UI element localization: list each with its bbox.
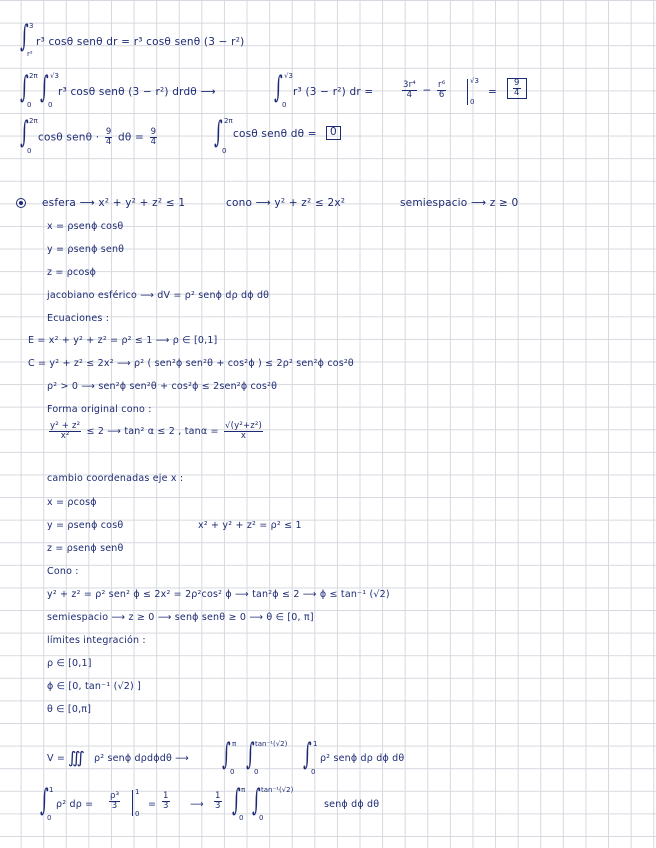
text-line: C = y² + z² ≤ 2x² ⟶ ρ² ( sen²ϕ sen²θ + cos²ϕ ) ≤ 2ρ² sen²ϕ cos²θ — [28, 358, 354, 369]
triple-integral-sign: ∭ — [68, 748, 86, 767]
text-line: Forma original cono : — [47, 404, 152, 415]
text-line: z = ρsenϕ senθ — [47, 543, 124, 554]
upper-limit: 2π — [29, 72, 38, 80]
text-line: ρ ∈ [0,1] — [47, 658, 92, 669]
tan-line: $\frac{\text{y² + z²}}{\text{x²}}$ ≤ 2 ⟶ tan² α ≤ 2 , tanα = $\frac{\text{√(y²+z²)}}{x}$ — [50, 421, 263, 441]
bullet-icon — [16, 198, 26, 208]
integral-sign: ∫ — [252, 783, 261, 818]
text-line: ρ² > 0 ⟶ sen²ϕ sen²θ + cos²ϕ ≤ 2sen²ϕ cos²θ — [47, 381, 278, 392]
equals: = — [488, 86, 497, 98]
upper-limit: tan⁻¹(√2) — [261, 786, 294, 794]
expression: ρ² senϕ dρdϕdθ ⟶ — [94, 753, 189, 764]
upper-limit: π — [232, 740, 237, 748]
text-line: y = ρsenϕ senθ — [47, 244, 125, 255]
expression: r³ cosθ senθ (3 − r²) drdθ ⟶ — [58, 86, 216, 98]
text-line: Cono : — [47, 566, 79, 577]
text-line: cambio coordenadas eje x : — [47, 473, 184, 484]
expression: senϕ dϕ dθ — [324, 799, 380, 810]
text-line: Ecuaciones : — [47, 313, 110, 324]
integral-sign: ∫ — [232, 783, 241, 818]
lower-limit: 0 — [239, 814, 244, 822]
cono-def: cono ⟶ y² + z² ≤ 2x² — [226, 197, 346, 209]
upper-limit: √3 — [50, 72, 59, 80]
text-line: V = — [47, 753, 66, 764]
upper-limit: 3 — [29, 22, 34, 30]
upper-limit: √3 — [470, 77, 479, 85]
integral-sign: ∫ — [20, 19, 29, 54]
lower-limit: 0 — [470, 98, 475, 106]
lower-limit: 0 — [27, 147, 32, 155]
text-line: límites integración : — [47, 635, 146, 646]
upper-limit: 2π — [224, 117, 233, 125]
lower-limit: 0 — [27, 101, 32, 109]
text-line: ϕ ∈ [0, tan⁻¹ (√2) ] — [47, 681, 142, 692]
upper-limit: 2π — [29, 117, 38, 125]
integral-sign: ∫ — [40, 70, 49, 105]
text-line: y = ρsenϕ cosθ — [47, 520, 124, 531]
expression: r³ (3 − r²) dr = — [293, 86, 374, 98]
upper-limit: √3 — [284, 72, 293, 80]
integral-sign: ∫ — [222, 737, 231, 772]
equals: = — [148, 799, 157, 810]
boxed-result: $\frac{9}{4}$ — [507, 78, 527, 99]
expression: ρ² dρ = — [56, 799, 94, 810]
fraction-part: $\frac{1}{3}$ — [163, 791, 169, 811]
text-line: x = ρsenϕ cosθ — [47, 221, 124, 232]
text-line: E = x² + y² + z² = ρ² ≤ 1 ⟶ ρ ∈ [0,1] — [28, 335, 218, 346]
text-line: semiespacio ⟶ z ≥ 0 ⟶ senϕ senθ ≥ 0 ⟶ θ ∈ [0, π] — [47, 612, 314, 623]
lower-limit: 0 — [282, 101, 287, 109]
lower-limit: 0 — [48, 101, 53, 109]
esfera-def: esfera ⟶ x² + y² + z² ≤ 1 — [42, 197, 186, 209]
text-line: x = ρcosϕ — [47, 497, 97, 508]
expression: ρ² senϕ dρ dϕ dθ — [320, 753, 405, 764]
upper-limit: 1 — [135, 788, 140, 796]
text-line: x² + y² + z² = ρ² ≤ 1 — [198, 520, 302, 531]
lower-limit: 0 — [47, 814, 52, 822]
upper-limit: 1 — [49, 786, 54, 794]
expression: cosθ senθ · $\frac{9}{4}$ dθ = $\frac{9}{4}$ — [38, 127, 157, 147]
boxed-result: 0 — [326, 126, 341, 140]
lower-limit: 0 — [230, 768, 235, 776]
integral-sign: ∫ — [40, 783, 49, 818]
lower-limit: r² — [27, 50, 33, 58]
text-line: θ ∈ [0,π] — [47, 704, 92, 715]
integral-sign: ∫ — [20, 115, 29, 150]
lower-limit: 0 — [135, 810, 140, 818]
integral-sign: ∫ — [246, 737, 255, 772]
lower-limit: 0 — [311, 768, 316, 776]
integral-sign: ∫ — [274, 70, 283, 105]
lower-limit: 0 — [254, 768, 259, 776]
lower-limit: 0 — [222, 147, 227, 155]
evaluation-bar — [467, 79, 468, 105]
upper-limit: 1 — [313, 740, 318, 748]
fraction-part: $\frac{1}{3}$ — [215, 791, 221, 811]
upper-limit: π — [241, 786, 246, 794]
text-line: z = ρcosϕ — [47, 267, 97, 278]
integral-sign: ∫ — [303, 737, 312, 772]
evaluation-bar — [132, 790, 133, 816]
upper-limit: tan⁻¹(√2) — [255, 740, 288, 748]
arrow: ⟶ — [190, 799, 204, 810]
integral-sign: ∫ — [20, 70, 29, 105]
text-line: y² + z² = ρ² sen² ϕ ≤ 2x² = 2ρ²cos² ϕ ⟶ tan²ϕ ≤ 2 ⟶ ϕ ≤ tan⁻¹ (√2) — [47, 589, 390, 600]
lower-limit: 0 — [259, 814, 264, 822]
text-line: jacobiano esférico ⟶ dV = ρ² senϕ dρ dϕ dθ — [47, 290, 270, 301]
semiespacio-def: semiespacio ⟶ z ≥ 0 — [400, 197, 519, 209]
expression: r³ cosθ senθ dr = r³ cosθ senθ (3 − r²) — [36, 36, 245, 48]
integral-sign: ∫ — [214, 115, 223, 150]
fraction-part: $\frac{\text{3r⁴}}{4}$ − $\frac{\text{r⁶}}{6}$ — [403, 80, 446, 100]
fraction-part: $\frac{\text{ρ³}}{3}$ — [110, 791, 120, 811]
expression: cosθ senθ dθ = — [233, 128, 317, 140]
